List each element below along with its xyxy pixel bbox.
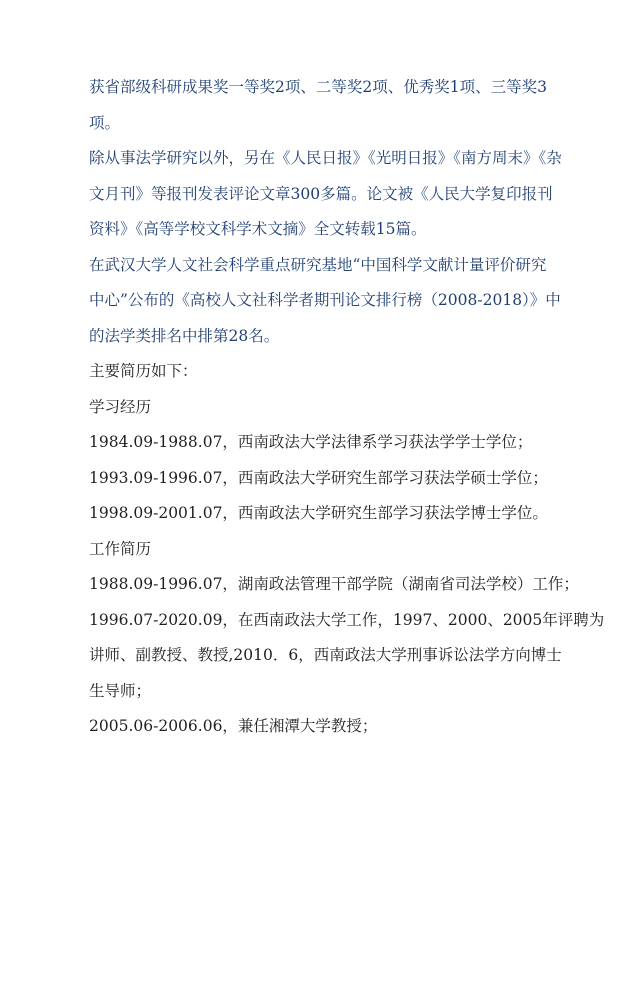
- text-line: 讲师、副教授、教授,2010．6，西南政法大学刑事诉讼法学方向博士: [89, 646, 562, 664]
- paragraph-publications: [89, 141, 562, 248]
- section-heading-work: [89, 532, 559, 568]
- text-line: 工作简历: [89, 539, 152, 558]
- text-line: 除从事法学研究以外，另在《人民日报》《光明日报》《南方周末》《杂: [89, 149, 562, 167]
- section-heading-education: [89, 390, 559, 426]
- text-line: 主要简历如下：: [89, 362, 198, 380]
- text-line: 1998.09-2001.07，西南政法大学研究生部学习获法学博士学位。: [89, 504, 548, 522]
- document-body: [89, 70, 605, 745]
- text-line: 项。: [89, 113, 121, 132]
- text-line: 获省部级科研成果奖一等奖2项、二等奖2项、优秀奖1项、三等奖3: [89, 78, 547, 96]
- text-line: 中心”公布的《高校人文社科学者期刊论文排行榜（2008-2018）》中: [89, 291, 561, 309]
- text-line: 学习经历: [89, 397, 152, 416]
- text-line: 1996.07-2020.09，在西南政法大学工作，1997、2000、2005年评聘为: [89, 610, 605, 629]
- education-item: [89, 461, 559, 497]
- text-line: 文月刊》等报刊发表评论文章300多篇。论文被《人民大学复印报刊: [89, 184, 553, 203]
- paragraph-resume-intro: [89, 354, 559, 390]
- text-line: 在武汉大学人文社会科学重点研究基地“中国科学文献计量评价研究: [89, 255, 547, 274]
- text-line: 的法学类排名中排第28名。: [89, 326, 280, 345]
- work-item: [89, 603, 605, 710]
- paragraph-awards: [89, 70, 559, 141]
- work-item: [89, 709, 559, 745]
- text-line: 1984.09-1988.07，西南政法大学法律系学习获法学学士学位；: [89, 433, 533, 451]
- text-line: 2005.06-2006.06，兼任湘潭大学教授；: [89, 717, 378, 735]
- education-item: [89, 496, 559, 532]
- education-item: [89, 425, 559, 461]
- work-item: [89, 567, 579, 603]
- text-line: 1993.09-1996.07，西南政法大学研究生部学习获法学硕士学位；: [89, 468, 548, 487]
- text-line: 生导师；: [89, 681, 152, 700]
- text-line: 资料》《高等学校文科学术文摘》全文转载15篇。: [89, 220, 427, 238]
- paragraph-ranking: [89, 248, 559, 355]
- text-line: 1988.09-1996.07，湖南政法管理干部学院（湖南省司法学校）工作；: [89, 575, 579, 593]
